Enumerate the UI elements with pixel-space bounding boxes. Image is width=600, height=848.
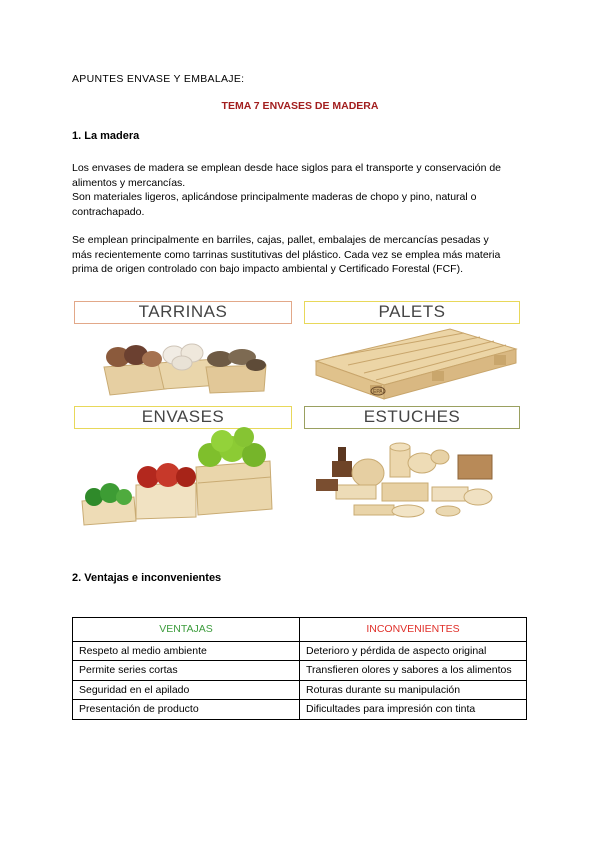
cell-inconveniente: Deterioro y pérdida de aspecto original [300, 641, 527, 661]
label-tarrinas: TARRINAS [74, 301, 292, 324]
label-estuches: ESTUCHES [304, 406, 520, 429]
paragraph-intro [72, 161, 532, 219]
tarrinas-illustration [96, 337, 276, 399]
palet-illustration [312, 325, 518, 403]
wood-packaging-collage [72, 299, 528, 529]
text-line: Son materiales ligeros, aplicándose principalmente maderas de chopo y pino, natural o [72, 191, 477, 203]
cell-ventaja: Presentación de producto [73, 700, 300, 720]
table-row [73, 680, 527, 700]
cell-ventaja: Permite series cortas [73, 661, 300, 681]
table-row [73, 641, 527, 661]
table-header-row [73, 618, 527, 642]
text-line: más recientemente como tarrinas sustitutivas del plástico. Cada vez se emplea más materia [72, 248, 501, 261]
text-line: prima de origen controlado con bajo impacto ambiental y Certificado Forestal (FCF). [72, 263, 464, 275]
text-line: Se emplean principalmente en barriles, cajas, pallet, embalajes de mercancías pesadas y [72, 234, 489, 246]
text-line: Los envases de madera se emplean desde hace siglos para el transporte y conservación de [72, 162, 502, 174]
label-palets: PALETS [304, 301, 520, 324]
text-line: alimentos y mercancías. [72, 176, 186, 189]
column-header-inconvenientes: INCONVENIENTES [300, 618, 527, 642]
cell-inconveniente: Transfieren olores y sabores a los alimentos [300, 661, 527, 681]
section-heading-madera: 1. La madera [72, 130, 140, 142]
section-heading-ventajas: 2. Ventajas e inconvenientes [72, 572, 222, 584]
label-envases: ENVASES [74, 406, 292, 429]
paragraph-uses [72, 233, 532, 277]
text-line: contrachapado. [72, 205, 145, 218]
document-header: APUNTES ENVASE Y EMBALAJE: [72, 73, 245, 85]
page-title: TEMA 7 ENVASES DE MADERA [221, 100, 379, 112]
cell-inconveniente: Roturas durante su manipulación [300, 680, 527, 700]
pallet-stamp: EPAL [373, 389, 386, 395]
column-header-ventajas: VENTAJAS [73, 618, 300, 642]
cell-ventaja: Respeto al medio ambiente [73, 641, 300, 661]
cell-ventaja: Seguridad en el apilado [73, 680, 300, 700]
ventajas-inconvenientes-table [72, 617, 527, 720]
cell-inconveniente: Dificultades para impresión con tinta [300, 700, 527, 720]
envases-illustration [74, 427, 284, 527]
table-row [73, 700, 527, 720]
estuches-illustration [308, 433, 518, 523]
table-row [73, 661, 527, 681]
